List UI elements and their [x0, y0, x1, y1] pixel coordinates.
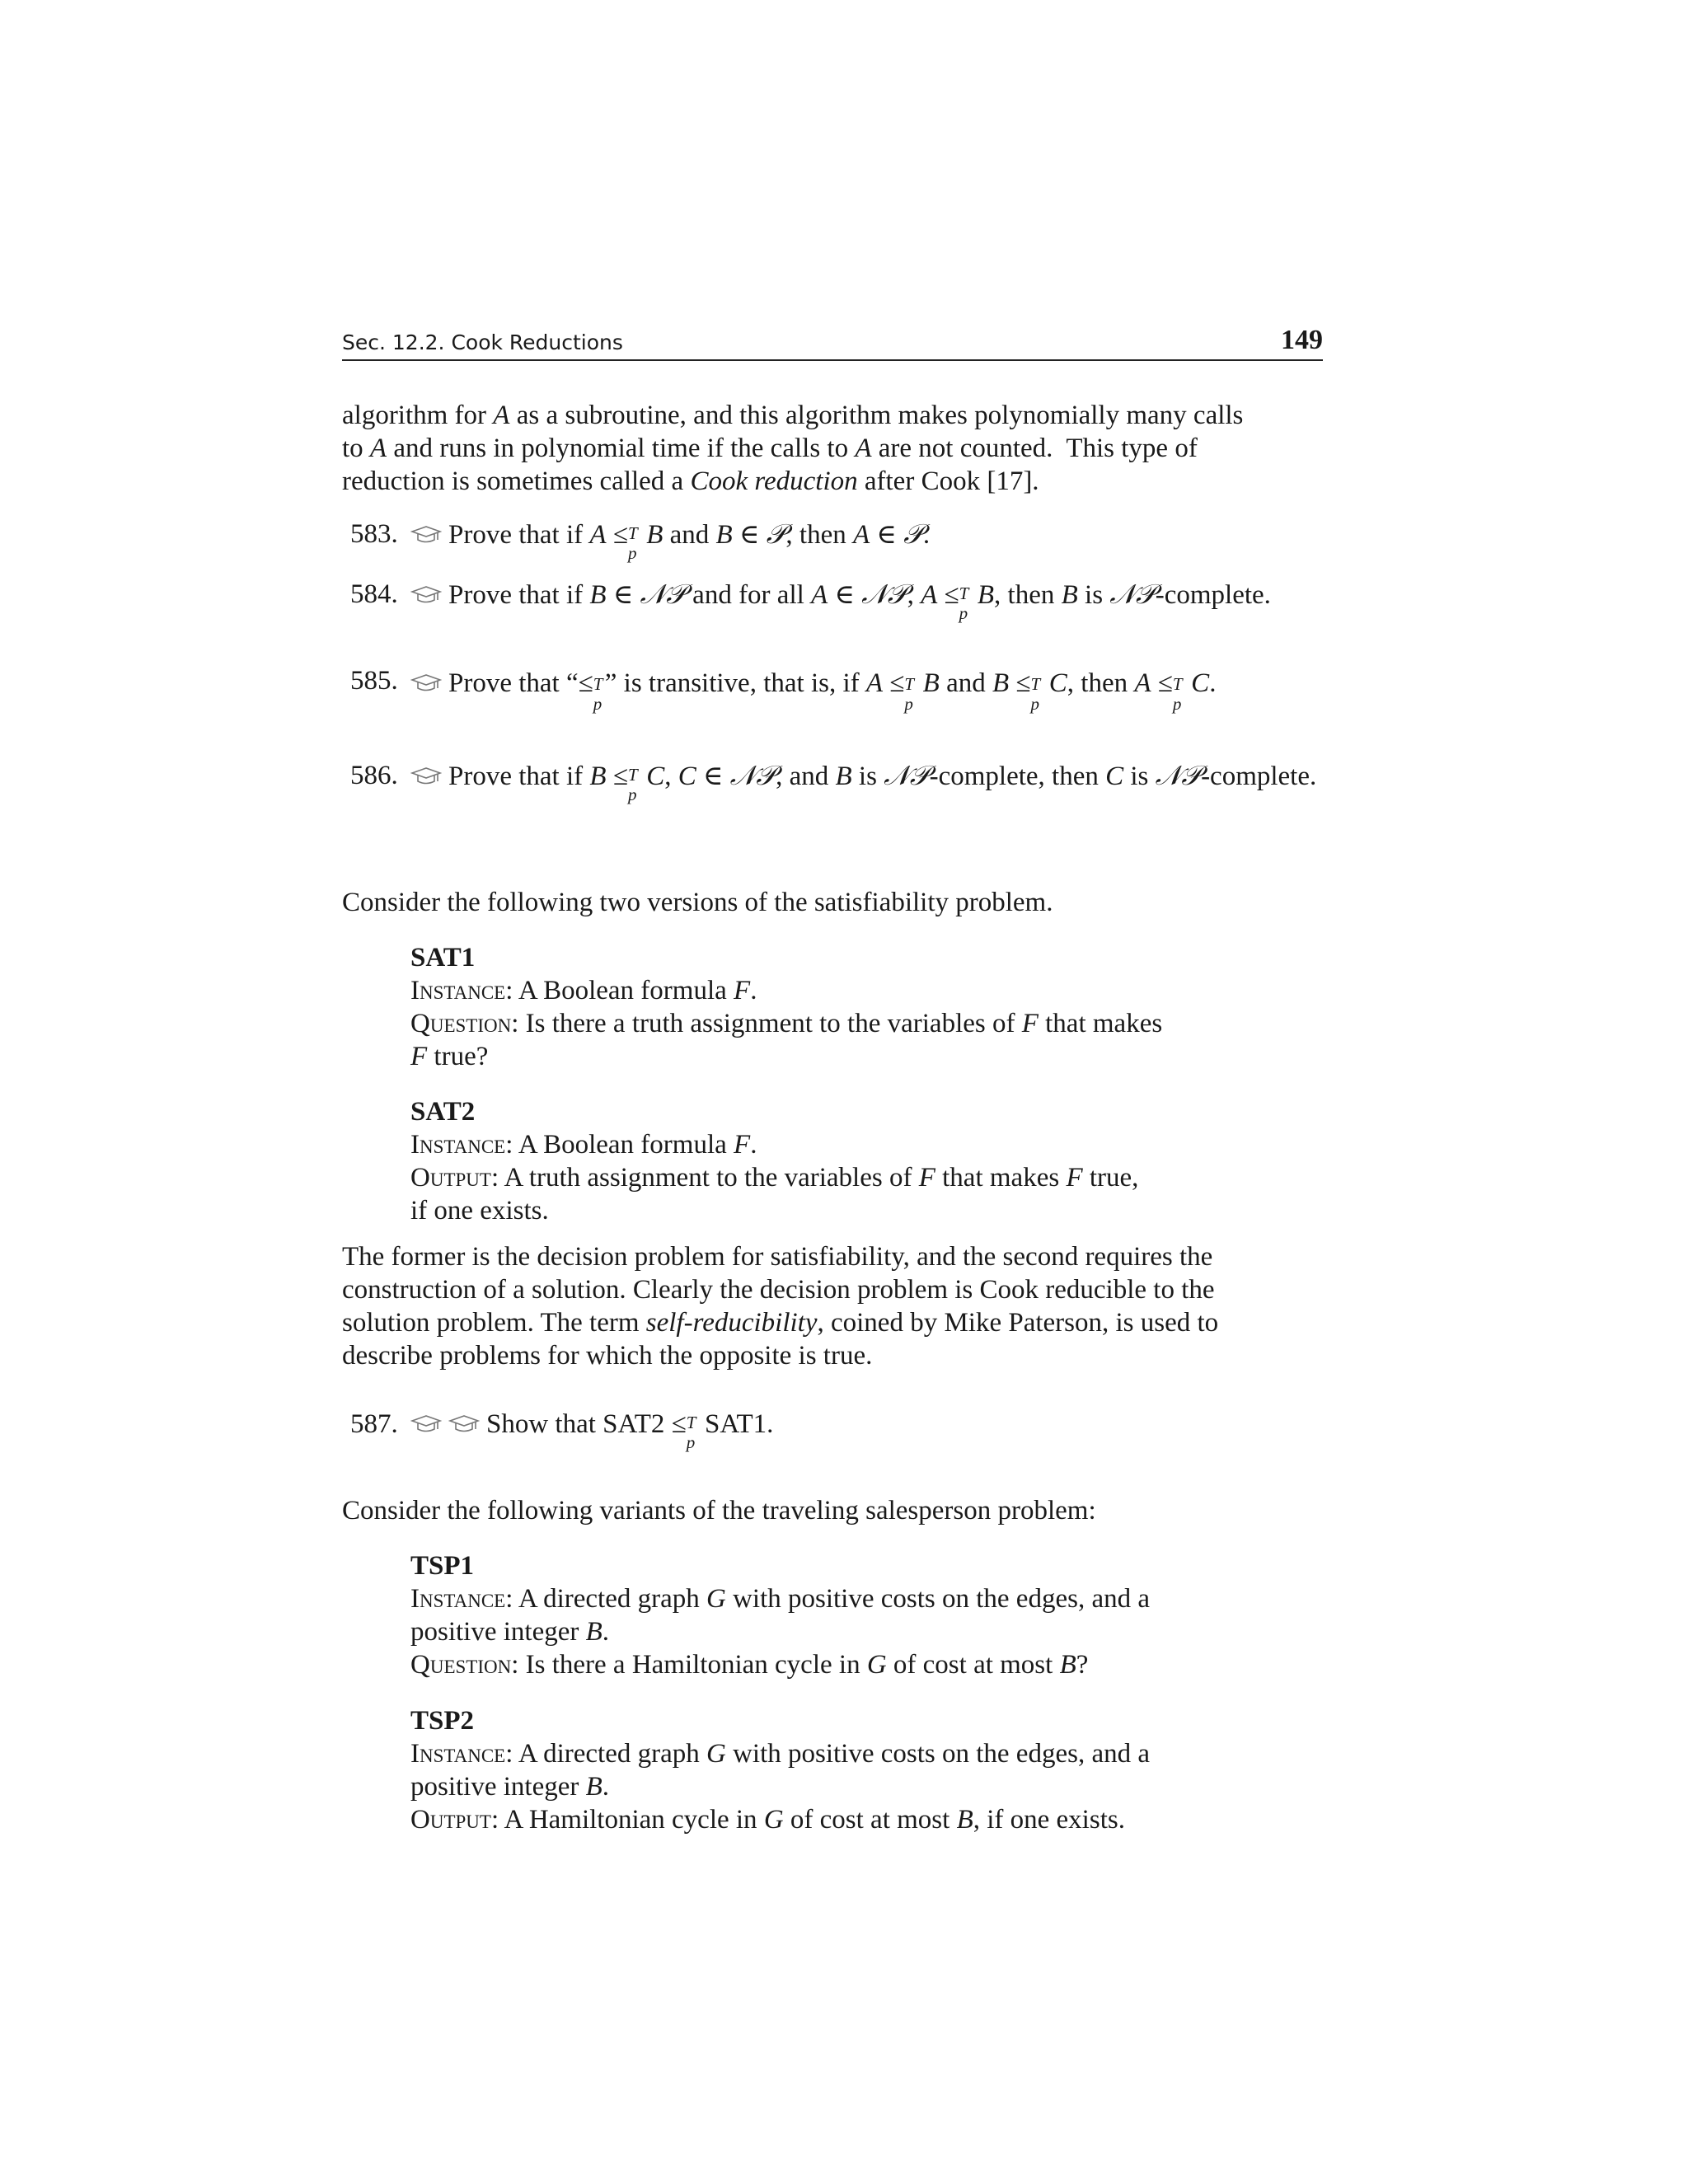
question-line-2: F true?	[410, 1042, 489, 1071]
intro-paragraph	[342, 399, 1323, 498]
section-title: Sec. 12.2. Cook Reductions	[342, 330, 623, 354]
exercise-583	[342, 518, 1323, 563]
exercise-586	[342, 759, 1323, 804]
term-cook-reduction: Cook reduction	[690, 466, 858, 496]
term-self-reducibility: self-reducibility	[645, 1308, 818, 1338]
exercise-587	[342, 1408, 1323, 1452]
exercise-584	[342, 578, 1323, 623]
output-label: Output:	[410, 1163, 499, 1193]
exercise-number: 584.	[350, 579, 398, 609]
problem-name: SAT1	[410, 943, 476, 972]
instance-line: Instance: A directed graph G with positive costs on the edges, and a	[410, 1739, 1150, 1769]
exercise-number: 585.	[350, 666, 398, 696]
middle-line: construction of a solution. Clearly the decision problem is Cook reducible to the	[342, 1275, 1215, 1305]
problem-sat2	[410, 1095, 1276, 1227]
instance-line: Instance: A Boolean formula F.	[410, 976, 757, 1005]
middle-line: describe problems for which the opposite is true.	[342, 1341, 873, 1371]
instance-line: Instance: A directed graph G with positive costs on the edges, and a	[410, 1584, 1150, 1614]
problem-name: SAT2	[410, 1097, 476, 1127]
mortarboard-icon	[410, 525, 442, 545]
instance-label: Instance:	[410, 1130, 513, 1160]
instance-label: Instance:	[410, 1739, 513, 1769]
exercise-text: Prove that if A ≤ T p B and B ∈ 𝒫, then A ∈ 𝒫.	[410, 518, 1323, 551]
mortarboard-icon	[448, 1414, 480, 1434]
problem-tsp2	[410, 1704, 1276, 1836]
mortarboard-icon	[410, 585, 442, 605]
intro-line: to A and runs in polynomial time if the calls to A are not counted. This type of	[342, 434, 1198, 463]
middle-line: solution problem. The term self-reducibility, coined by Mike Paterson, is used to	[342, 1308, 1219, 1338]
problem-name: TSP1	[410, 1551, 475, 1581]
mortarboard-icon	[410, 1414, 442, 1434]
sat-intro-text: Consider the following two versions of the satisfiability problem.	[342, 888, 1053, 917]
instance-label: Instance:	[410, 976, 513, 1005]
sat-intro	[342, 886, 1323, 919]
output-line-2: if one exists.	[410, 1196, 549, 1226]
exercise-text: Prove that if B ≤ T p C, C ∈ 𝒩𝒫, and B is 𝒩𝒫-complete, then C is 𝒩𝒫-complete.	[410, 759, 1323, 793]
question-label: Question:	[410, 1009, 519, 1038]
instance-label: Instance:	[410, 1584, 513, 1614]
exercise-number: 586.	[350, 761, 398, 790]
tsp-intro-text: Consider the following variants of the traveling salesperson problem:	[342, 1496, 1096, 1526]
problem-name: TSP2	[410, 1706, 475, 1736]
question-label: Question:	[410, 1650, 519, 1680]
output-line: Output: A Hamiltonian cycle in G of cost at most B, if one exists.	[410, 1805, 1125, 1835]
question-line: Question: Is there a Hamiltonian cycle in G of cost at most B?	[410, 1650, 1089, 1680]
problem-sat1	[410, 941, 1276, 1073]
output-line: Output: A truth assignment to the variables of F that makes F true,	[410, 1163, 1139, 1193]
exercise-text: Prove that if B ∈ 𝒩𝒫 and for all A ∈ 𝒩𝒫, A ≤ T p B, then B is 𝒩𝒫-complete.	[410, 578, 1323, 612]
intro-line: algorithm for A as a subroutine, and this algorithm makes polynomially many calls	[342, 401, 1244, 430]
exercise-text: Prove that “≤ T p ” is transitive, that is, if A ≤ T p B and B ≤ T p C, then A ≤ T p C.	[410, 664, 1323, 702]
instance-line: Instance: A Boolean formula F.	[410, 1130, 757, 1160]
mortarboard-icon	[410, 766, 442, 786]
tsp-intro	[342, 1494, 1323, 1527]
instance-line-2: positive integer B.	[410, 1772, 610, 1802]
exercise-number: 587.	[350, 1409, 398, 1439]
intro-line: reduction is sometimes called a Cook reduction after Cook [17].	[342, 466, 1039, 496]
running-head	[342, 321, 1323, 361]
output-label: Output:	[410, 1805, 499, 1835]
exercise-text: Show that SAT2 ≤ T p SAT1.	[410, 1408, 1323, 1441]
instance-line-2: positive integer B.	[410, 1617, 610, 1647]
exercise-585	[342, 664, 1323, 714]
middle-line: The former is the decision problem for satisfiability, and the second requires the	[342, 1242, 1213, 1272]
mortarboard-icon	[410, 673, 442, 693]
question-line: Question: Is there a truth assignment to the variables of F that makes	[410, 1009, 1163, 1038]
exercise-number: 583.	[350, 519, 398, 549]
problem-tsp1	[410, 1549, 1276, 1681]
middle-paragraph	[342, 1240, 1323, 1372]
page-number: 149	[1281, 325, 1323, 355]
